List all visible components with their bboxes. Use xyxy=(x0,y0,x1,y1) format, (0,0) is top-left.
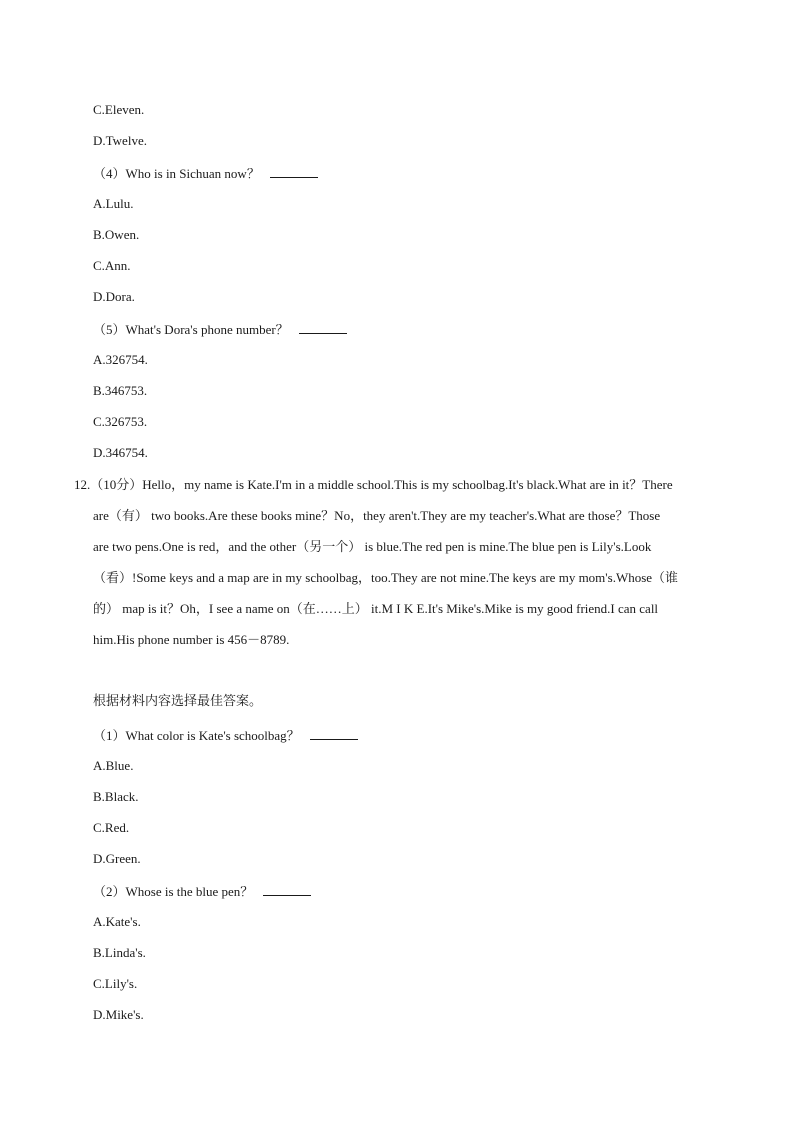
passage-line: 的） map is it？Oh，I see a name on（在……上） it.M I K E.It's Mike's.Mike is my good friend.I can call xyxy=(93,601,659,616)
sub2-option-c: C.Lily's. xyxy=(93,976,138,991)
q5-option-c: C.326753. xyxy=(93,414,148,429)
instruction-text: 根据材料内容选择最佳答案。 xyxy=(93,694,263,709)
option-d-q3: D.Twelve. xyxy=(93,133,147,148)
sub-question-2-stem: （2）Whose is the blue pen？ xyxy=(93,884,254,899)
option-c-q3: C.Eleven. xyxy=(93,102,145,117)
q5-option-a: A.326754. xyxy=(93,352,148,367)
sub-question-1 xyxy=(93,727,358,744)
question-4 xyxy=(93,165,318,182)
sub-question-1-stem: （1）What color is Kate's schoolbag？ xyxy=(93,728,300,743)
question-4-stem: （4）Who is in Sichuan now？ xyxy=(93,166,260,181)
answer-blank xyxy=(270,165,318,178)
passage-line: are（有） two books.Are these books mine？No，they aren't.They are my teacher's.What are those？Those xyxy=(93,508,661,523)
q5-option-d: D.346754. xyxy=(93,445,148,460)
q4-option-a: A.Lulu. xyxy=(93,196,134,211)
passage-line: Hello，my name is Kate.I'm in a middle school.This is my schoolbag.It's black.What are in it？There xyxy=(142,477,673,492)
passage-line: are two pens.One is red，and the other（另一个） is blue.The red pen is mine.The blue pen is Lily's.Look xyxy=(93,539,652,554)
sub-question-2 xyxy=(93,883,311,900)
q4-option-b: B.Owen. xyxy=(93,227,140,242)
answer-blank xyxy=(310,727,358,740)
q5-option-b: B.346753. xyxy=(93,383,148,398)
sub2-option-b: B.Linda's. xyxy=(93,945,146,960)
q4-option-d: D.Dora. xyxy=(93,289,135,304)
passage-line: （看）!Some keys and a map are in my schoolbag，too.They are not mine.The keys are my mom's.Whose（谁 xyxy=(93,570,679,585)
question-number: 12. xyxy=(74,477,91,492)
sub1-option-a: A.Blue. xyxy=(93,758,134,773)
answer-blank xyxy=(299,321,347,334)
question-score: （10分） xyxy=(90,477,143,492)
sub2-option-d: D.Mike's. xyxy=(93,1007,144,1022)
q4-option-c: C.Ann. xyxy=(93,258,131,273)
sub1-option-c: C.Red. xyxy=(93,820,130,835)
sub2-option-a: A.Kate's. xyxy=(93,914,141,929)
question-5-stem: （5）What's Dora's phone number？ xyxy=(93,322,289,337)
sub1-option-b: B.Black. xyxy=(93,789,139,804)
question-5 xyxy=(93,321,347,338)
sub1-option-d: D.Green. xyxy=(93,851,141,866)
answer-blank xyxy=(263,883,311,896)
question-12-line-1 xyxy=(74,477,673,493)
passage-line: him.His phone number is 456－8789. xyxy=(93,632,290,647)
